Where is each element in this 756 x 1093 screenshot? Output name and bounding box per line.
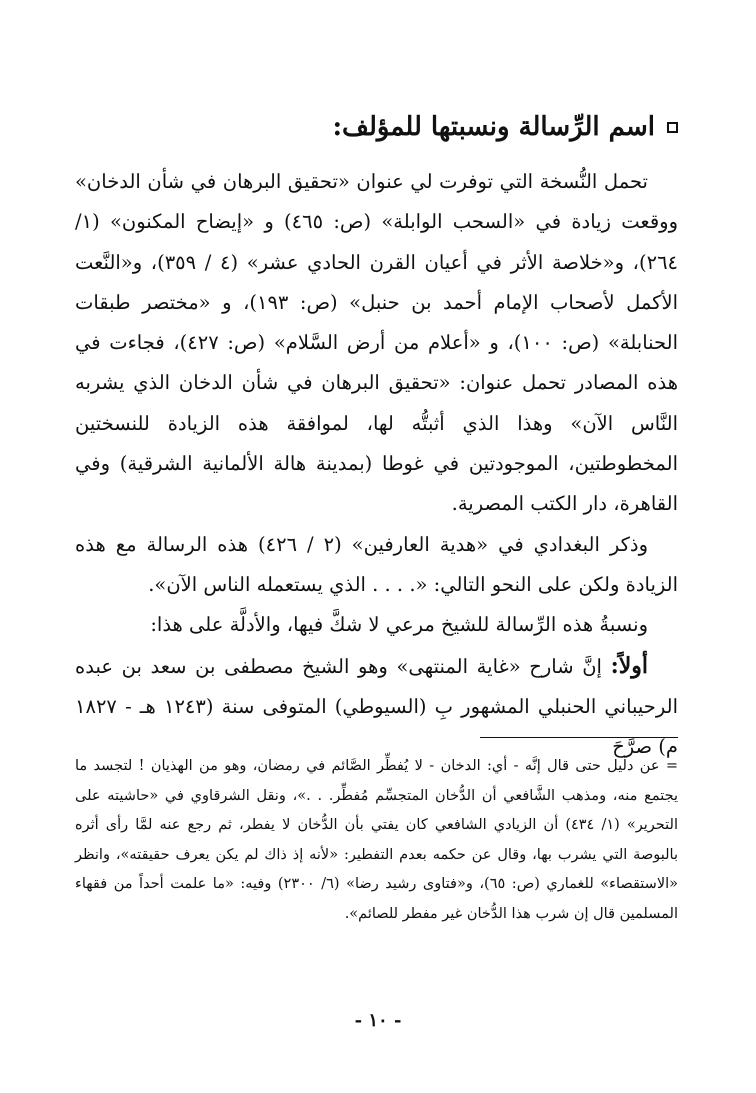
point-one-text: إنَّ شارح «غاية المنتهى» وهو الشيخ مصطفى بن سعد بن عبده الرحيباني الحنبلي المشهور بِ (السيوطي) المتوفى سنة (١٢٤٣ هـ - ١٨٢٧ م) صرَّحَ xyxy=(75,654,678,759)
section-heading-text: اسم الرِّسالة ونسبتها للمؤلف: xyxy=(332,112,655,142)
paragraph-baghdadi: وذكر البغدادي في «هدية العارفين» (٢ / ٤٢٦) هذه الرسالة مع هذه الزيادة ولكن على النحو التالي: «. . . . الذي يستعمله الناس الآن». xyxy=(75,532,678,596)
page-number: - ١٠ - xyxy=(354,1010,402,1031)
paragraph-point-one xyxy=(75,646,678,768)
point-one-label: أولاً: xyxy=(610,652,649,679)
paragraph-title-sources: تحمل النُّسخة التي توفرت لي عنوان «تحقيق البرهان في شأن الدخان» ووقعت زيادة في «السحب الوابلة» (ص: ٤٦٥) و «إيضاح المكنون» (١/ ٢٦٤)، و«خلاصة الأثر في أعيان القرن الحادي عشر» (٤ / ٣٥٩)، و«النَّعت الأكمل لأصحاب الإمام أحمد بن حنبل» (ص: ١٩٣)، و «مختصر طبقات الحنابلة» (ص: ١٠٠)، و «أعلام من أرض السَّلام» (ص: ٤٢٧)، فجاءت في هذه المصادر تحمل عنوان: «تحقيق البرهان في شأن الدخان الذي يشربه النَّاس الآن» وهذا الذي أثبتُّه لها، لموافقة هذه الزيادة للنسختين المخطوطتين، الموجودتين في غوطا (بمدينة هالة الألمانية الشرقية) وفي القاهرة، دار الكتب المصرية. xyxy=(75,170,679,516)
footnote-text: = عن دليل حتى قال إنَّه - أي: الدخان - لا يُفطِّر الصَّائم في رمضان، وهو من الهذيان ! لتجسد ما يجتمع منه، ومذهب الشَّافعي أن الدُّخان المتجسِّم مُفطِّر. . .»، ونقل الشرقاوي في «حاشيته على التحرير» (١/ ٤٣٤) أن الزيادي الشافعي كان يفتي بأن الدُّخان لا يفطر، ثم رجع عنه لمَّا رأى أثره بالبوصة التي يشرب بها، وقال عن حكمه بعدم التفطير: «لأنه إذ ذاك لم يكن يعرف حقيقته»، وانظر «الاستقصاء» للغماري (ص: ٦٥)، و«فتاوى رشيد رضا» (٦/ ٢٣٠٠) وفيه: «ما علمت أحداً من فقهاء المسلمين قال إن شرب هذا الدُّخان غير مفطر للصائم». xyxy=(75,758,679,922)
footnote-block xyxy=(75,752,678,929)
square-bullet-icon xyxy=(667,122,678,133)
main-text xyxy=(75,162,678,767)
paragraph-attribution: ونسبةُ هذه الرِّسالة للشيخ مرعي لا شكَّ فيها، والأدلَّة على هذا: xyxy=(150,613,648,637)
section-heading xyxy=(332,112,678,142)
footnote-separator xyxy=(480,737,678,738)
